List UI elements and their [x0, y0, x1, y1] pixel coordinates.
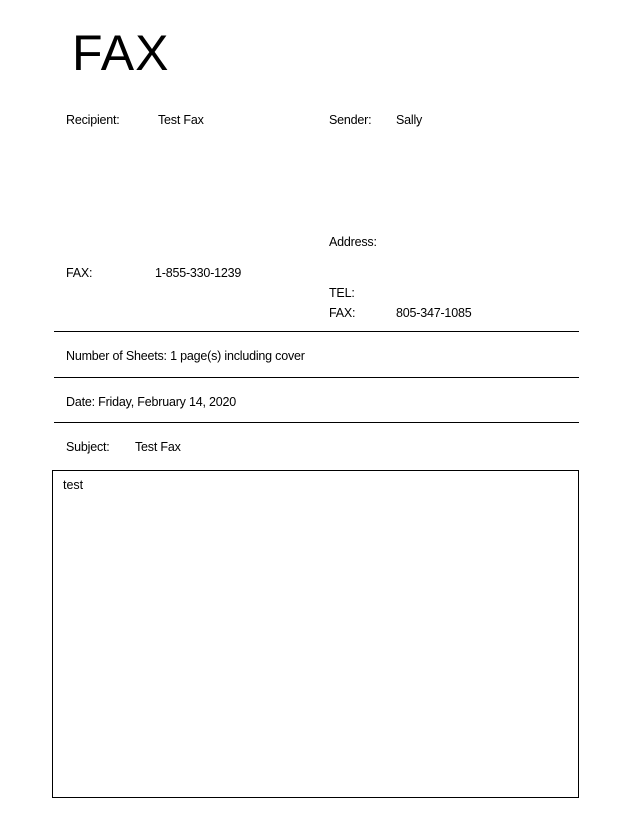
sender-fax-number: 805-347-1085 — [396, 306, 472, 320]
date-line: Date: Friday, February 14, 2020 — [66, 395, 237, 409]
message-box — [52, 470, 579, 798]
subject-label: Subject: — [66, 440, 110, 454]
sender-tel-label: TEL: — [329, 286, 355, 300]
recipient-fax-number: 1-855-330-1239 — [155, 266, 242, 280]
divider-middle — [54, 377, 579, 378]
divider-top — [54, 331, 579, 332]
sender-label: Sender: — [329, 113, 372, 127]
message-body: test — [63, 478, 84, 492]
sender-fax-label: FAX: — [329, 306, 356, 320]
number-of-sheets: Number of Sheets: 1 page(s) including cover — [66, 349, 305, 363]
page-title: FAX — [72, 25, 170, 81]
sender-address-label: Address: — [329, 235, 377, 249]
recipient-fax-label: FAX: — [66, 266, 93, 280]
sender-name: Sally — [396, 113, 423, 127]
subject-value: Test Fax — [135, 440, 181, 454]
recipient-label: Recipient: — [66, 113, 120, 127]
recipient-name: Test Fax — [158, 113, 204, 127]
divider-bottom — [54, 422, 579, 423]
